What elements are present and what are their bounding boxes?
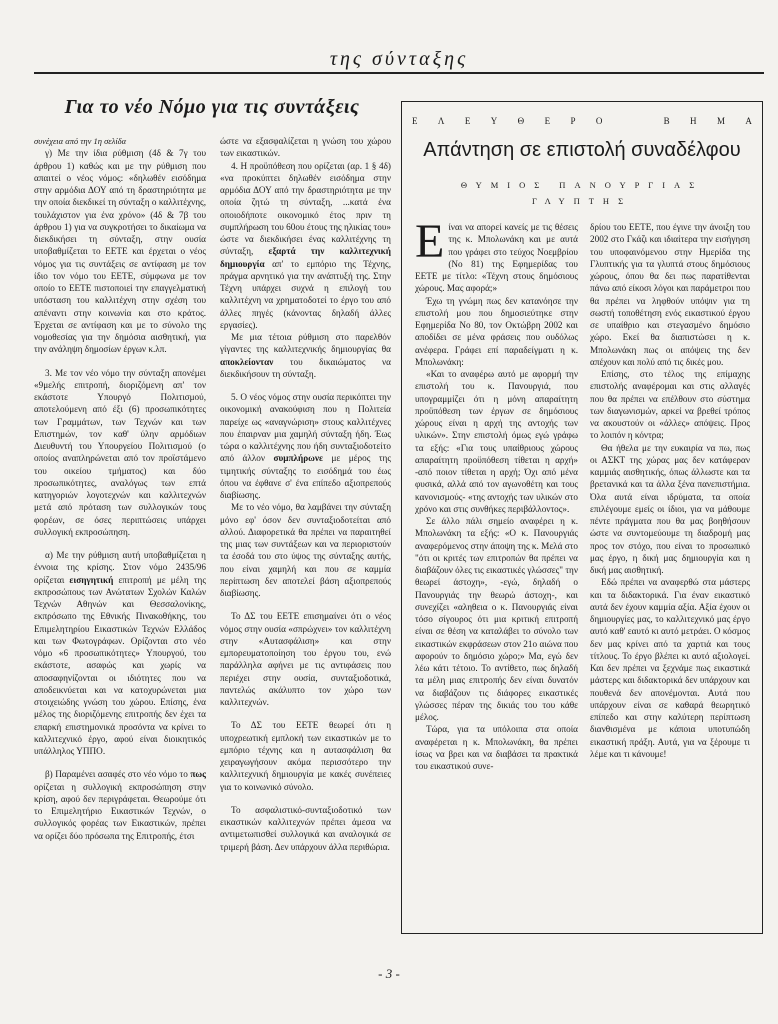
- box-label-letter: Ε: [412, 116, 418, 126]
- box-label-letter: Ο: [595, 116, 603, 126]
- box-label-letter: Θ: [517, 116, 525, 126]
- paragraph: Το ΔΣ του ΕΕΤΕ θεωρεί ότι η υποχρεωτική εμπλοκή των εικαστικών με το εμπόριο τέχνης και η αυτασφάλιση θα χειραγωγήσουν ακόμα περισσότερο την καλλιτεχνική δημιουργία με κακές συνέπειες για το κοινωνικό σύνολο.: [220, 720, 391, 792]
- author-name: ΘΥΜΙΟΣ ΠΑΝΟΥΡΓΙΑΣ: [460, 180, 704, 190]
- paragraph: Έχω τη γνώμη πως δεν κατανόησε την επιστολή μου που δημοσιεύτηκε στην Εφημερίδα Νο 80, τον Οκτώβρη 2002 και αποδίδει σε μένα φράσεις που ουδόλως ανέφερα. Γράφει επί παραδείγματι η κ. Μπολωνάκη:: [415, 295, 578, 367]
- paragraph: Θα ήθελα με την ευκαιρία να πω, πως οι ΑΣΚΤ της χώρας μας δεν κατάφεραν καμμιάς αισθητικής, όπως άλλωστε και τα βρετανικά και τα άλλα ξένα πανεπιστήμια. Όλα αυτά είναι ιδρύματα, τα οποία επιλέγουμε εμείς οι ίδιοι, για να μάθουμε πέντε πράγματα που θα μας βοηθήσουν ώστε να συντομεύουμε τη διαδρομή μας προς τον στόχο, που είναι το προσωπικό μας έργο, η δική μας δημιουργία και η δική μας αισθητική.: [590, 442, 750, 575]
- paragraph: α) Με την ρύθμιση αυτή υποβαθμίζεται η έννοια της κρίσης. Στον νόμο 2435/96 ορίζεται εισηγητική επιτροπή με μέλη της εκπροσώπους των Ανώτατων Σχολών Καλών Τεχνών Αθηνών και Θεσσαλονίκης, εκπρόσωπο της Εθνικής Πινακοθήκης, του Επιμελητηρίου Εικαστικών Τεχνών Ελλάδος και των Φωτογράφων. Ορίζονται στο νέο νόμο «6 προσωπικότητες» Υπουργού, του εκάστοτε, ασαφώς και χωρίς να αποσαφηνίζονται οι ιδιότητες που να αποδεικνύεται και να κατοχυρώνεται μια στοιχειώδης γνώση του χώρου. Επίσης, ένα μέλος της διοριζόμενης επιτροπής δεν έχει τα επαρκή επιστημονικά προσόντα να κρίνει το καλλιτεχνικό έργο, αφού είναι διοικητικός υπάλληλος ΥΠΠΟ.: [34, 550, 206, 756]
- paragraph: Σε άλλο πάλι σημείο αναφέρει η κ. Μπολωνάκη τα εξής: «Ο κ. Πανουργιάς αναφερόμενος στην άποψη της κ. Μελά στο "ότι οι κριτές των επιτροπών θα πρέπει να διαβάζουν όλες τις εικαστικές γλώσσες" την θεωρεί άστοχη», -εγώ, δηλαδή ο Πανουργιάς την θεωρώ άστοχη-, και συνεχίζει «αληθεια ο κ. Πανουργιάς είναι τόσο σίγουρος ότι μια κριτική επιτροπή είναι σε θέση να καταλάβει το σύνολο των εικαστικών εκφράσεων στον 21ο αιώνα που αφορούν το δημόσιο χώρο;» Μα, εγώ δεν λέω κάτι τέτοιο. Το αντίθετο, πως δηλαδή τα μέλη μιας επιτροπής δεν είναι δυνατόν να διαβάζουν τις διάφορες εικαστικές γλώσσες πέραν της δικιάς του του κάθε μέλος.: [415, 516, 578, 722]
- page-number: - 3 -: [378, 966, 400, 981]
- paragraph: 3. Με τον νέο νόμο την σύνταξη απονέμει «9μελής επιτροπή, διοριζόμενη απ' τον εκάστοτε Υπουργό Πολιτισμού, αποτελούμενη από έξι (6) προσωπικότητες των Γραμμάτων, των Τεχνών και των Επιστημών, τον καθ' ύλην αρμόδιων Διευθυντή του Υπουργείου Πολιτισμού (ο οποίος αναπληρώνεται από τον προϊστάμενο του οικείου τμήματος) και δύο προσωπικότητες, αναλόγως των επτά κατηγοριών λογοτεχνών και καλλιτεχνών μετά από πρόταση των συλλογικών τους φορέων, σε όσες περιπτώσεις υπάρχει συλλογική εκπροσώπηση.: [34, 367, 206, 537]
- left-article-column-1: [34, 135, 206, 945]
- section-title: της σύνταξης: [329, 48, 469, 70]
- box-label-letter: Ε: [544, 116, 551, 126]
- box-label-letter: Α: [745, 116, 752, 126]
- paragraph: ώστε να εξασφαλίζεται η γνώση του χώρου των εικαστικών.: [220, 136, 391, 159]
- paragraph: «Και το αναφέρω αυτό με αφορμή την επιστολή του κ. Πανουργιά, που υπογραμμίζει ότι η μόνη απαραίτητη προϋπόθεση των έργων σε δημόσιους χώρους είναι η αρχή της αντοχής των υλικών». Στην επιστολή όμως εγώ γράφω τα εξής: «Για τους υπαίθριους χώρους απαραίτητη προϋπόθεση τίθεται η αρχή» -από ποιον τίθεται η αρχή; Όχι από μένα φυσικά, αλλά από τον αγωνοθέτη και τους κανονισμούς- «της αντοχής των υλικών στο χρόνο και στις συνθήκες περιβάλλοντος».: [415, 369, 578, 514]
- letter-column-1: [415, 221, 578, 921]
- box-label-letter: Υ: [490, 116, 498, 126]
- box-label-letter: Η: [690, 116, 697, 126]
- author-role: ΓΛΥΠΤΗΣ: [531, 196, 633, 206]
- paragraph: 5. Ο νέος νόμος στην ουσία περικόπτει την οικονομική ανακούφιση που η Πολιτεία παρείχε ως «αναγνώριση» στους καλλιτέχνες που έπαιρναν μια χαμηλή σύνταξη ήδη. Έως τώρα ο καλλιτέχνης που ήδη συνταξιοδοτείτο από άλλον συμπλήρωνε με μέρος της τιμητικής σύνταξης το εισόδημά του έως όπου να έφθανε σ' ένα επίπεδο αξιοπρεπούς διαβίωσης.: [220, 392, 391, 500]
- paragraph: Επίσης, στο τέλος της επίμαχης επιστολής αναφέρομαι και στις αλλαγές που θα πρέπει να επέλθουν στο σύστημα των διαγωνισμών, αρκεί να βρεθεί τρόπος να ακουστούν οι «άλλες» απόψεις. Προς το λοιπόν η κόντρα;: [590, 369, 750, 441]
- paragraph: β) Παραμένει ασαφές στο νέο νόμο το πως ορίζεται η συλλογική εκπροσώπηση στην κρίση, αφού δεν περιγράφεται. Θεωρούμε ότι το Επιμελητήριο Εικαστικών Τεχνών, ο συλλογικός φορέας των Εικαστικών, πρέπει να ορίζει δύο πρόσωπα της Επιτροπής, έτσι: [34, 769, 206, 841]
- box-title: Απάντηση σε επιστολή συναδέλφου: [423, 139, 741, 161]
- header-rule: [34, 72, 764, 74]
- box-label-letter: Β: [663, 116, 670, 126]
- paragraph: Με μια τέτοια ρύθμιση στο παρελθόν γίγαντες της καλλιτεχνικής δημιουργίας θα αποκλείονταν του δικαιώματος να διεκδικήσουν τη σύνταξη.: [220, 332, 391, 379]
- box-label-letter: Ε: [464, 116, 471, 126]
- paragraph: Το ασφαλιστικό-συνταξιοδοτικό των εικαστικών καλλιτεχνών πρέπει άμεσα να αντιμετωπισθεί συλλογικά και αναλογικά σε τριμερή βάση. Δεν υπάρχουν άλλα περιθώρια.: [220, 804, 391, 852]
- letter-column-2: [590, 221, 750, 921]
- section-header: [34, 44, 764, 74]
- paragraph: δρίου του ΕΕΤΕ, που έγινε την άνοιξη του 2002 στο Γκάζι και ιδιαίτερα την εισήγηση του υποφαινόμενου στην Ημερίδα της Γλυπτικής για τα γλυπτά στους δημόσιους χώρους, όπου θα δει πως παρατίθενται πάνω από είκοσι λόγοι και παράμετροι που θα πρέπει να ληφθούν υπόψιν για τη σωστή τοποθέτηση ενός εικαστικού έργου σε υπαίθριο και στεγασμένο δημόσιο χώρο. Εκεί θα διαπιστώσει η κ. Μπολωνάκη πως οι απόψεις της δεν απέχουν και πολύ από τις δικές μου.: [590, 222, 750, 367]
- paragraph: γ) Με την ίδια ρύθμιση (4δ & 7γ του άρθρου 1) καθώς και με την ρύθμιση που απαιτεί ο νέος νόμος: «δηλωθέν εισόδημα στην αρμόδια ΔΟΥ από τη δραστηριότητα με την οποία διεκδικεί τη σύνταξη ο καλλιτέχνης, τουλάχιστον για ένα χρόνο» (4δ & 7β του άρθρου 1) για να συγκροτήσει το δικαίωμα να διεκδικήσει τη σύνταξη, στην ουσία υποβαθμίζεται το ΕΕΤΕ και έρχεται ο νέος νόμος για τις συντάξεις σε αντίφαση με τον ίδιο τον νόμο του ΕΕΤΕ, σύμφωνα με τον οποίο το ΕΕΤΕ πιστοποιεί την επαγγελματική υπόσταση του καλλιτέχνη στην σχέση του απέναντι στην κοινωνία και στο κράτος. Έρχεται σε αντίφαση και με το σύνολο της νομοθεσίας για την δημόσια αισθητική, για την ανάληψη δημοσίων έργων κ.λπ.: [34, 148, 206, 355]
- drop-cap: Ε: [415, 221, 445, 268]
- paragraph: Το ΔΣ του ΕΕΤΕ επισημαίνει ότι ο νέος νόμος στην ουσία «σπρώχνει» τον καλλιτέχνη στην «Αυτασφάλιση» και στην εμπορευματοποίηση του έργου του, ενώ παράλληλα αφήνει με τις αντιφάσεις που περιέχει στην ουσία, συνταξιοδοτικά, παντελώς ακάλυπτο τον χώρο των καλλιτεχνών.: [220, 611, 391, 707]
- paragraph: 4. Η προϋπόθεση που ορίζεται (αρ. 1 § 4δ) «να προκύπτει δηλωθέν εισόδημα στην αρμόδια ΔΟΥ από την δραστηριότητα με την οποία ζητώ τη σύνταξη, ...κατά ένα οποιοδήποτε οικονομικό έτος πριν τη συμπλήρωση του 60ου έτους της ηλικίας του» ώστε να διεκδικήσει ένας καλλιτέχνης τη σύνταξη, εξαρτά την καλλιτεχνική δημιουργία απ' το εμπόριο της Τέχνης, πράγμα αρνητικό για την ανάπτυξή της. Στην Τέχνη υπάρχει συχνά η επιλογή του καλλιτέχνη να χρηματοδοτεί το έργο του από άλλες πηγές (κάνοντας δηλαδή άλλες εργασίες).: [220, 160, 391, 330]
- letter-box: [401, 101, 763, 934]
- box-label-letter: Μ: [716, 116, 725, 126]
- box-label: [412, 116, 752, 126]
- left-article-title: Για το νέο Νόμο για τις συντάξεις: [64, 96, 360, 118]
- left-article-column-2: [220, 135, 391, 945]
- paragraph: Τώρα, για τα υπόλοιπα στα οποία αναφέρεται η κ. Μπολωνάκη, θα πρέπει ίσως να βρει και να διαβάσει τα πρακτικά του εικαστικού συνε-: [415, 724, 578, 771]
- paragraph: Με το νέο νόμο, θα λαμβάνει την σύνταξη μόνο εφ' όσον δεν συνταξιοδοτείται από αλλού. Διαφορετικά θα πρέπει να παραιτηθεί της μιας των συντάξεων και να περιοριστούν τα έσοδά του στο ύψος της σύνταξης αυτής, που είναι χαμηλή και που σε καμμία περίπτωση δεν αποτελεί βάση αξιοπρεπούς διαβίωσης.: [220, 502, 391, 598]
- box-label-letter: Λ: [437, 116, 445, 126]
- paragraph: ίναι να απορεί κανείς με τις θέσεις της κ. Μπολωνάκη και με αυτά που γράφει στο τεύχος Νοεμβρίου (Νο 81) της Εφημερίδας του ΕΕΤΕ με τίτλο: «Τέχνη στους δημόσιους χώρους. Μας αφορά;»: [415, 222, 578, 294]
- continued-note: συνέχεια από την 1η σελίδα: [34, 136, 127, 146]
- box-label-letter: Ρ: [570, 116, 576, 126]
- paragraph: Εδώ πρέπει να αναφερθώ στα μάστερς και τα διδακτορικά. Για έναν εικαστικό αυτά δεν έχουν καμμία αξία. Αξία έχουν οι δημιουργίες μας, το καλλιτεχνικό μας έργο αυτό καθ' εαυτό κι αυτό μετράει. Ο κόσμος δεν μας κρίνει από τα χαρτιά και τους τίτλους. Το έργο βλέπει κι αυτό αξιολογεί. Και δεν πρέπει να ξεχνάμε πως εικαστικά μάστερς και διδακτορικά δεν υπάρχουν και πουθενά δεν απονέμονται. Αυτά που υπάρχουν είναι σε καθαρά θεωρητικό επίπεδο και στην καλύτερη περίπτωση διανθισμένα με κάποια υποτυπώδη εικαστική πράξη. Αυτά, για να ξέρουμε τι λέμε και τι κάνουμε!: [590, 577, 750, 759]
